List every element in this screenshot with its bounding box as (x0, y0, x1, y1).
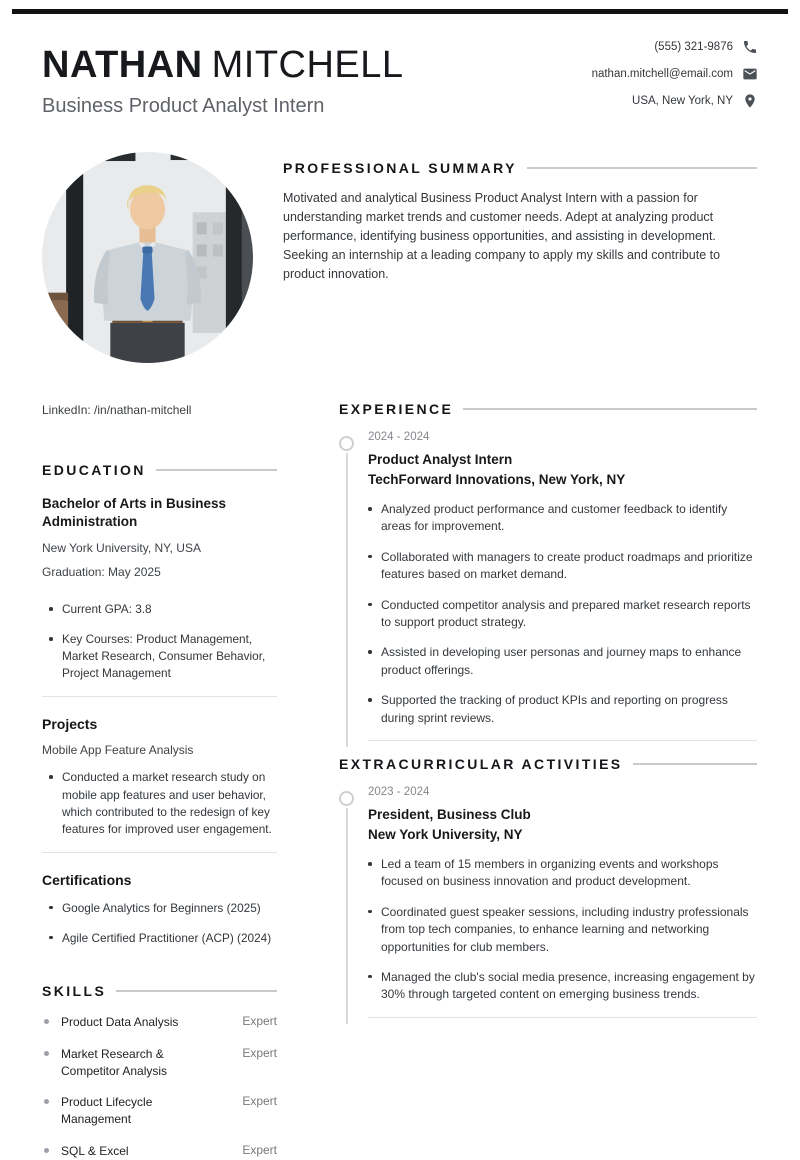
profile-photo (42, 152, 253, 363)
experience-bullets (368, 501, 757, 727)
extracurricular-entry (339, 786, 757, 1004)
experience-bullet: Assisted in developing user personas and journey maps to enhance product offerings. (368, 644, 757, 679)
skill-dot-icon (44, 1051, 49, 1056)
experience-heading-label: EXPERIENCE (339, 401, 454, 417)
timeline-node-icon (339, 436, 354, 451)
skills-heading-label: SKILLS (42, 983, 107, 1000)
email-row (592, 66, 758, 82)
first-name: NATHAN (42, 44, 203, 86)
extracurricular-section-heading (339, 756, 757, 772)
skill-dot-icon (44, 1148, 49, 1153)
email-address: nathan.mitchell@email.com (591, 68, 733, 80)
extracurricular-dates: 2023 - 2024 (368, 786, 430, 798)
skill-row (42, 1143, 277, 1160)
phone-row (654, 39, 758, 55)
skill-name: Product Lifecycle Management (61, 1095, 153, 1127)
certification-bullet: Agile Certified Practitioner (ACP) (2024) (42, 930, 277, 947)
profile-photo-image (42, 152, 253, 363)
education-section-heading (42, 462, 277, 478)
experience-section-heading (339, 401, 757, 417)
candidate-name (42, 44, 404, 87)
professional-summary-section (283, 160, 757, 284)
skill-name: Product Data Analysis (61, 1015, 179, 1030)
extracurricular-org: New York University, NY (368, 827, 523, 842)
extracurricular-bullet: Led a team of 15 members in organizing events and workshops focused on business innovation and product development. (368, 856, 757, 891)
top-accent-bar (12, 9, 788, 14)
extracurricular-bullet: Coordinated guest speaker sessions, including industry professionals from top tech companies, to enhance learning and networking opportunities for club members. (368, 904, 757, 956)
skill-row (42, 1094, 277, 1128)
education-bullet: Key Courses: Product Management, Market Research, Consumer Behavior, Project Management (42, 631, 277, 682)
mail-icon (742, 66, 758, 82)
skill-name: SQL & Excel (61, 1144, 129, 1159)
experience-dates: 2024 - 2024 (368, 431, 430, 443)
summary-section-heading (283, 160, 757, 176)
timeline-line (346, 808, 348, 1024)
phone-icon (742, 39, 758, 55)
education-heading-label: EDUCATION (42, 462, 146, 478)
summary-text: Motivated and analytical Business Product Analyst Intern with a passion for understanding market trends and customer needs. Adept at analyzing product performance, identifying business opportunities, and assisting in development. Seeking an internship at a leading company to apply my skills and contribute to product innovation. (283, 191, 721, 281)
contact-block (592, 39, 758, 109)
section-divider (368, 740, 757, 741)
certifications-heading: Certifications (42, 871, 132, 888)
extracurricular-bullets (368, 856, 757, 1004)
extracurricular-heading-label: EXTRACURRICULAR ACTIVITIES (339, 756, 623, 772)
location-text: USA, New York, NY (632, 95, 733, 107)
skill-row (42, 1014, 277, 1031)
skill-dot-icon (44, 1019, 49, 1024)
project-bullets (42, 769, 277, 837)
skill-level: Expert (242, 1045, 277, 1060)
experience-bullet: Collaborated with managers to create product roadmaps and prioritize features based on market demand. (368, 549, 757, 584)
section-divider (42, 696, 277, 697)
experience-company: TechForward Innovations, New York, NY (368, 472, 626, 487)
linkedin-text: LinkedIn: /in/nathan-mitchell (42, 403, 192, 417)
project-name: Mobile App Feature Analysis (42, 743, 194, 758)
extracurricular-section (339, 756, 757, 1018)
certification-bullets (42, 900, 277, 947)
heading-rule (527, 167, 757, 169)
experience-bullet: Analyzed product performance and customer feedback to identify areas for improvement. (368, 501, 757, 536)
last-name: MITCHELL (211, 44, 404, 86)
extracurricular-role: President, Business Club (368, 807, 531, 822)
experience-bullet: Conducted competitor analysis and prepared market research reports to support product strategy. (368, 597, 757, 632)
extracurricular-bullet: Managed the club's social media presence, increasing engagement by 30% through targeted content on emerging business trends. (368, 969, 757, 1004)
heading-rule (633, 763, 757, 765)
certification-bullet: Google Analytics for Beginners (2025) (42, 900, 277, 917)
skill-level: Expert (242, 1094, 277, 1109)
projects-heading: Projects (42, 716, 98, 733)
section-divider (368, 1017, 757, 1018)
heading-rule (156, 469, 277, 471)
skills-section-heading (42, 983, 277, 999)
degree-title: Bachelor of Arts in Business Administration (42, 496, 227, 529)
experience-bullet: Supported the tracking of product KPIs and reporting on progress during sprint reviews. (368, 692, 757, 727)
timeline-node-icon (339, 791, 354, 806)
experience-role: Product Analyst Intern (368, 452, 513, 467)
skill-level: Expert (242, 1143, 277, 1158)
graduation-date: Graduation: May 2025 (42, 565, 161, 580)
section-divider (42, 852, 277, 853)
timeline-line (346, 453, 348, 747)
experience-entry (339, 431, 757, 727)
heading-rule (116, 990, 277, 992)
summary-heading-label: PROFESSIONAL SUMMARY (283, 160, 517, 176)
location-pin-icon (742, 93, 758, 109)
skill-level: Expert (242, 1014, 277, 1029)
education-bullets (42, 601, 277, 682)
left-column (42, 152, 277, 1160)
skill-dot-icon (44, 1099, 49, 1104)
phone-number: (555) 321-9876 (654, 41, 733, 53)
school-name: New York University, NY, USA (42, 541, 201, 556)
education-bullet: Current GPA: 3.8 (42, 601, 277, 618)
experience-section (339, 401, 757, 741)
heading-rule (463, 408, 757, 410)
job-title: Business Product Analyst Intern (42, 95, 325, 117)
skill-row (42, 1046, 277, 1080)
project-bullet: Conducted a market research study on mobile app features and user behavior, which contributed to the redesign of key features for improved user engagement. (42, 769, 277, 837)
skill-name: Market Research & Competitor Analysis (61, 1046, 168, 1078)
location-row (632, 93, 758, 109)
